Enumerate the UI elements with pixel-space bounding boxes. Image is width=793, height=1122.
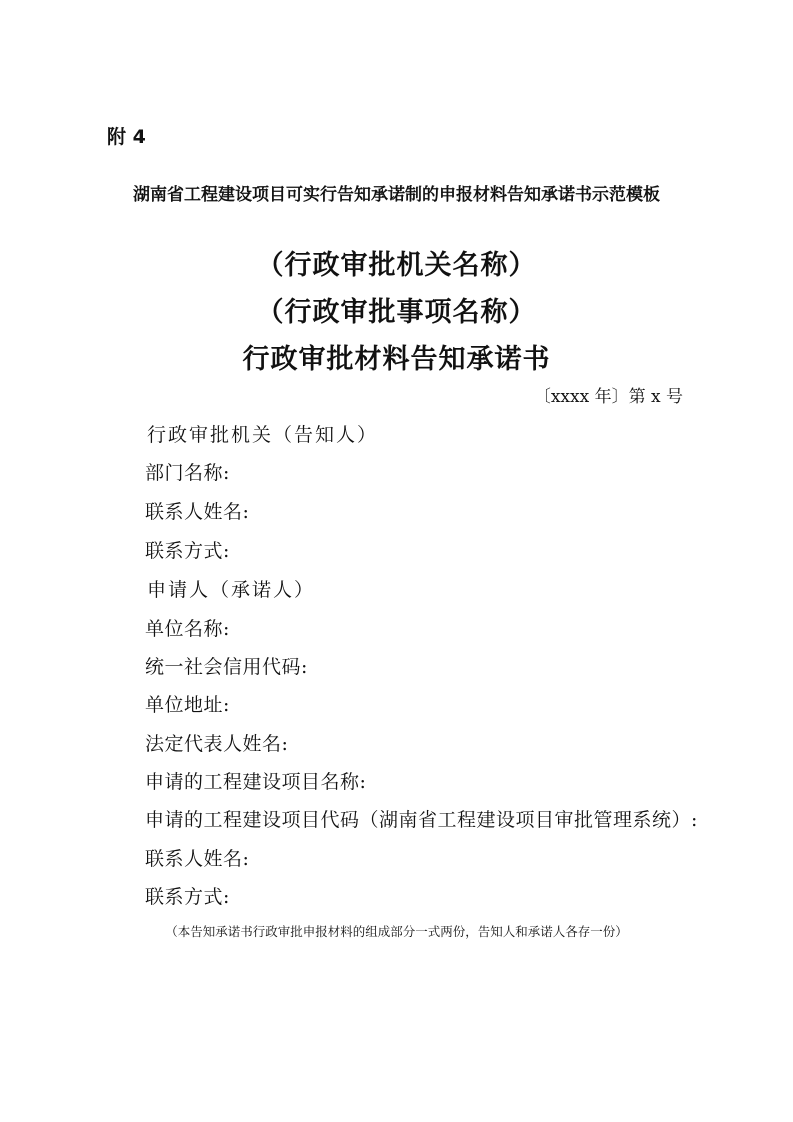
document-title-heading: 行政审批材料告知承诺书 [242,344,551,375]
applicant-project-code-field: 申请的工程建设项目代码（湖南省工程建设项目审批管理系统）: [145,809,698,831]
notifier-section-title: 行政审批机关（告知人） [147,424,379,446]
applicant-unit-address-field: 单位地址: [145,694,230,716]
footnote: （本告知承诺书行政审批申报材料的组成部分一式两份，告知人和承诺人各存一份） [165,924,628,939]
annex-label: 附 4 [107,126,146,148]
applicant-section-title: 申请人（承诺人） [147,579,316,601]
applicant-unit-name-field: 单位名称: [145,618,230,640]
approval-item-heading: （行政审批事项名称） [256,297,537,328]
applicant-contact-method-field: 联系方式: [145,886,230,908]
applicant-project-name-field: 申请的工程建设项目名称: [145,771,367,793]
notifier-contact-name-field: 联系人姓名: [145,501,250,523]
applicant-contact-name-field: 联系人姓名: [145,848,250,870]
document-number: 〔xxxx 年〕第 x 号 [533,387,683,407]
authority-name-heading: （行政审批机关名称） [256,250,537,281]
template-title: 湖南省工程建设项目可实行告知承诺制的申报材料告知承诺书示范模板 [133,185,660,205]
applicant-credit-code-field: 统一社会信用代码: [145,656,308,678]
notifier-department-name-field: 部门名称: [145,462,230,484]
notifier-contact-method-field: 联系方式: [145,540,230,562]
applicant-legal-rep-field: 法定代表人姓名: [145,733,289,755]
